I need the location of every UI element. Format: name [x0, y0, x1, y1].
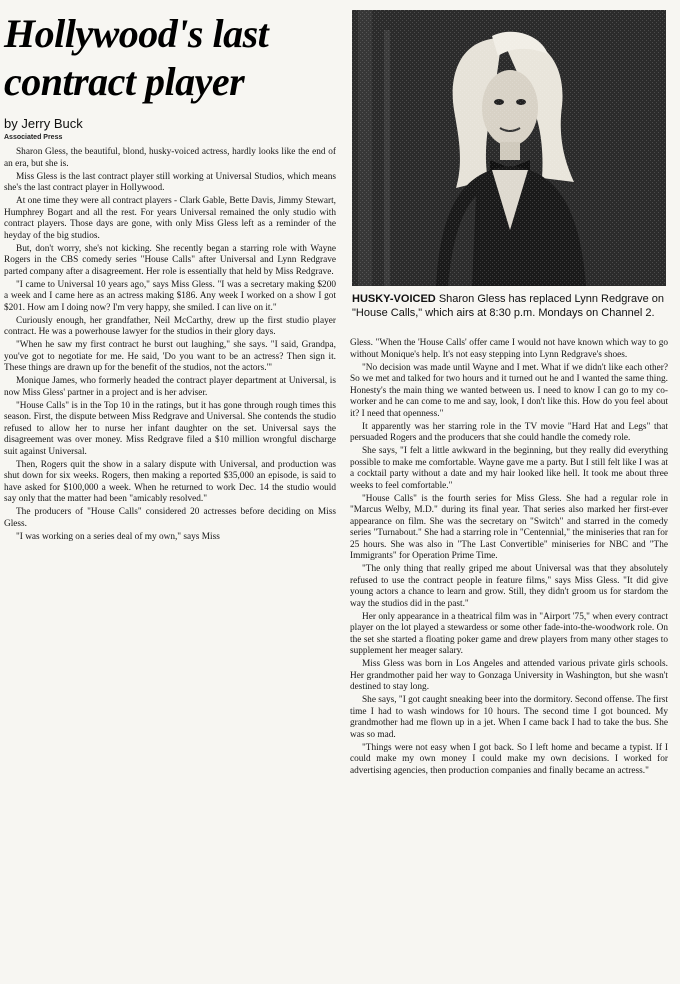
article-body-left-column: [4, 147, 336, 897]
caption-text: Sharon Gless has replaced Lynn Redgrave on "House Calls," which airs at 8:30 p.m. Mondays on Channel 2.: [352, 293, 665, 319]
paragraph: Miss Gless was born in Los Angeles and attended various private girls schools. Her grandmother paid her way to Gonzaga University in Washington, but she wasn't destined to stay long.: [350, 659, 668, 692]
caption-kicker: HUSKY-VOICED: [352, 293, 436, 305]
paragraph: Miss Gless is the last contract player still working at Universal Studios, which means she's the last contract player in Hollywood.: [4, 171, 336, 193]
paragraph: "I was working on a series deal of my own," says Miss: [16, 531, 220, 542]
paragraph: Sharon Gless, the beautiful, blond, husky-voiced actress, hardly looks like the end of an era, but she is.: [4, 147, 336, 169]
paragraph: Curiously enough, her grandfather, Neil McCarthy, drew up the first studio player contract. He was a powerhouse lawyer for the studios in their glory days.: [4, 315, 336, 337]
paragraph: "The only thing that really griped me about Universal was that they absolutely refused to use the contract people in feature films," says Miss Gless. "It did give young actors a chance to learn and grow. Still, they didn't groom us for stardom the way the studios did in the past.": [350, 564, 668, 609]
paragraph: It apparently was her starring role in the TV movie "Hard Hat and Legs" that persuaded Rogers and the producers that she could handle the comedy role.: [350, 421, 668, 443]
headline: Hollywood's last contract player: [4, 11, 269, 104]
paragraph: "House Calls" is the fourth series for Miss Gless. She had a regular role in "Marcus Welby, M.D." during its final year. That series also marked her first-ever appearance on film. She was the secretary on "Switch" and starred in the comedy series "Turnabout." She had a starring role in "Centennial," the miniseries that ran for 25 hours. She was also in "The Last Convertible" miniseries for NBC and "The Immigrants" for Operation Prime Time.: [350, 493, 668, 561]
paragraph: She says, "I got caught sneaking beer into the dormitory. Second offense. The first time I had to wash windows for 10 hours. The second time I got bounced. My grandmother had me flown up in a jet. When I came back I had to take the bus. She was so mad.: [350, 695, 668, 740]
article-body-right-column: [350, 338, 668, 948]
photo-caption: [352, 292, 666, 320]
paragraph: Monique James, who formerly headed the contract player department at Universal, is now Miss Gless' partner in a project and is her adviser.: [4, 376, 336, 398]
wire-service-credit: Associated Press: [4, 134, 63, 141]
paragraph: Gless. "When the 'House Calls' offer came I would not have known which way to go without Monique's help. It's not easy stepping into Lynn Redgrave's shoes.: [350, 338, 668, 360]
paragraph: At one time they were all contract players - Clark Gable, Bette Davis, Jimmy Stewart, Humphrey Bogart and all the rest. For years Universal remained the only studio with contract players. Those days are gone, with only Miss Gless left as a reminder of the heyday of the big studios.: [4, 196, 336, 241]
paragraph: "Things were not easy when I got back. So I left home and became a typist. If I could make my own money I could make my own decisions. I worked for advertising agencies, then production companies and finally became an actress.": [350, 742, 668, 776]
paragraph: "I came to Universal 10 years ago," says Miss Gless. "I was a secretary making $200 a week and I came here as an actress making $186. Any week I worked on a show I got $201. How am I doing now? I'm very happy, she smiled. I can live on it.": [4, 279, 336, 313]
byline: by Jerry Buck: [4, 116, 83, 131]
paragraph: But, don't worry, she's not kicking. She recently began a starring role with Wayne Rogers in the CBS comedy series "House Calls" after Universal and Lynn Redgrave parted company after a disagreement. Her role is essentially that held by Miss Redgrave.: [4, 243, 336, 277]
paragraph: Then, Rogers quit the show in a salary dispute with Universal, and production was shut down for six weeks. Rogers, then making a reported $35,000 an episode, is said to have asked for $100,000 a week. When he returned to work Dec. 14 the studio would say only that the matter had been "amicably resolved.": [4, 459, 336, 504]
portrait-photo-icon: [352, 10, 666, 286]
paragraph: "House Calls" is in the Top 10 in the ratings, but it has gone through rough times this season. First, the dispute between Miss Redgrave and Universal. She contends the studio refused to allow her to nurse her infant daughter on the set. Universal says the disagreement was over money. Miss Redgrave filed a $10 million wrongful discharge suit against Universal.: [4, 400, 336, 457]
paragraph: She says, "I felt a little awkward in the beginning, but they really did everything possible to make me comfortable. Wayne gave me a party. But I still felt like I was at a cocktail party without a date and my hair looked like hell. It took me about three weeks to feel comfortable.": [350, 446, 668, 491]
paragraph: "No decision was made until Wayne and I met. What if we didn't like each other? So we met and talked for two hours and it turned out he and I wanted the same thing. Honesty's the main thing we wanted between us. I need to know I can go to my co-worker and he can come to me and say, look, I don't like this. How do you feel about it? I need that openness.": [350, 362, 668, 419]
paragraph: "When he saw my first contract he burst out laughing," she says. "I said, Grandpa, you've got to negotiate for me. He said, 'Do you want to be an actress? Then sign it. These things are drawn up for the benefit of the studios, not the actors.'": [4, 340, 336, 373]
paragraph: The producers of "House Calls" considered 20 actresses before deciding on Miss Gless.: [4, 507, 336, 529]
portrait-photo: [352, 10, 666, 286]
paragraph: Her only appearance in a theatrical film was in "Airport '75," when every contract player on the lot played a stewardess or some other fade-into-the-woodwork role. On the set she started a floating poker game and drew players from many other stages to supplement her meager salary.: [350, 611, 668, 656]
